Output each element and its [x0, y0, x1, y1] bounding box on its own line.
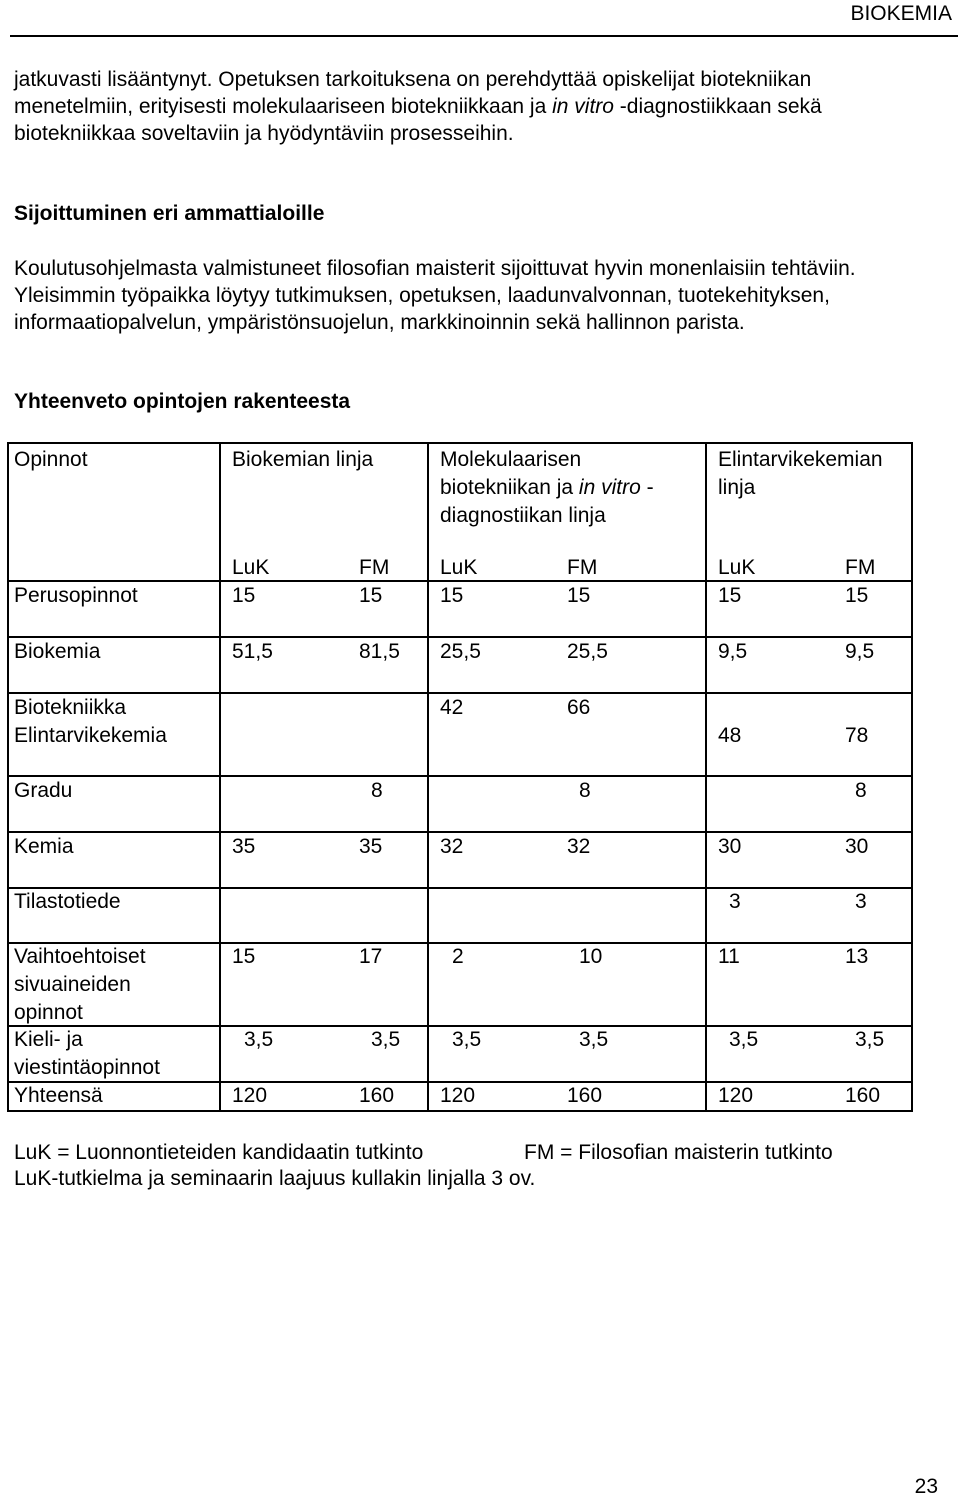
header-biochemistry-line: Biokemian linja: [232, 448, 374, 471]
table-cell: 160: [359, 1084, 395, 1107]
intro-line-2-tail: -diagnostiikkaan sekä: [613, 95, 822, 118]
header-molecular-line: [440, 446, 654, 530]
table-rule: [7, 887, 913, 889]
table-cell: 8: [855, 779, 867, 802]
table-cell: 30: [845, 835, 869, 858]
legend-luk: LuK = Luonnontieteiden kandidaatin tutkinto: [14, 1141, 424, 1164]
table-rule: [7, 775, 913, 777]
row-label-line: viestintäopinnot: [14, 1056, 160, 1079]
subheader-fm: FM: [567, 556, 598, 579]
table-cell: 9,5: [718, 640, 748, 663]
header-opinnot: Opinnot: [14, 448, 88, 471]
table-cell: 120: [232, 1084, 268, 1107]
header-molecular-line-1: Molekulaarisen: [440, 448, 582, 471]
table-cell: 15: [232, 584, 256, 607]
table-cell: 15: [440, 584, 464, 607]
table-cell: 15: [718, 584, 742, 607]
table-cell: 8: [371, 779, 383, 802]
table-cell: 120: [718, 1084, 754, 1107]
row-label: Elintarvikekemia: [14, 724, 167, 747]
subheader-luk: LuK: [232, 556, 270, 579]
header-food-chem-line-1: Elintarvikekemian: [718, 448, 883, 471]
subheader-luk: LuK: [718, 556, 756, 579]
table-cell: 25,5: [567, 640, 608, 663]
section-heading-placement: Sijoittuminen eri ammattialoille: [14, 202, 325, 225]
table-rule: [7, 442, 9, 1112]
table-cell: 3,5: [855, 1028, 885, 1051]
table-cell: 8: [579, 779, 591, 802]
table-cell: 3,5: [452, 1028, 482, 1051]
header-food-chem-line-2: linja: [718, 476, 756, 499]
row-label-line: opinnot: [14, 1001, 83, 1024]
intro-line-3: biotekniikkaa soveltaviin ja hyödyntäviin prosesseihin.: [14, 122, 514, 145]
intro-line-2-italic: in vitro: [552, 95, 614, 118]
table-rule: [427, 442, 429, 1112]
table-cell: 42: [440, 696, 464, 719]
row-label: Kemia: [14, 835, 74, 858]
intro-line-2: [14, 93, 944, 120]
table-cell: 2: [452, 945, 464, 968]
table-cell: 15: [359, 584, 383, 607]
subheader-luk: LuK: [440, 556, 478, 579]
table-cell: 25,5: [440, 640, 481, 663]
intro-line-2-text: menetelmiin, erityisesti molekulaariseen biotekniikkaan ja: [14, 95, 553, 118]
page-number: 23: [914, 1475, 938, 1498]
table-cell: 3,5: [729, 1028, 759, 1051]
table-cell: 9,5: [845, 640, 875, 663]
header-molecular-line-2: [440, 474, 654, 502]
table-cell: 120: [440, 1084, 476, 1107]
row-label-line: Kieli- ja: [14, 1028, 83, 1051]
header-food-chem-line: [718, 446, 883, 502]
table-cell: 81,5: [359, 640, 400, 663]
row-label-line: Vaihtoehtoiset: [14, 945, 146, 968]
header-molecular-line-2-italic: in vitro: [578, 476, 641, 499]
table-rule: [705, 442, 707, 1112]
row-label: [14, 943, 146, 1027]
header-molecular-line-2-text: biotekniikan ja: [440, 476, 579, 499]
table-cell: 15: [232, 945, 256, 968]
row-label-line: sivuaineiden: [14, 973, 131, 996]
row-label: Perusopinnot: [14, 584, 138, 607]
table-cell: 30: [718, 835, 742, 858]
table-cell: 160: [845, 1084, 881, 1107]
table-cell: 3,5: [244, 1028, 274, 1051]
table-cell: 48: [718, 724, 742, 747]
subheader-fm: FM: [359, 556, 390, 579]
table-rule: [7, 442, 913, 444]
row-label-total: Yhteensä: [14, 1084, 103, 1107]
table-cell: 35: [232, 835, 256, 858]
intro-paragraph: [14, 66, 944, 147]
table-cell: 10: [579, 945, 603, 968]
study-structure-table: [7, 442, 913, 1112]
row-label: [14, 1026, 160, 1082]
table-cell: 51,5: [232, 640, 273, 663]
row-label: Biotekniikka: [14, 696, 127, 719]
table-cell: 13: [845, 945, 869, 968]
intro-line-1: jatkuvasti lisääntynyt. Opetuksen tarkoituksena on perehdyttää opiskelijat biotekniikan: [14, 68, 812, 91]
table-cell: 32: [440, 835, 464, 858]
placement-line-2: Yleisimmin työpaikka löytyy tutkimuksen, opetuksen, laadunvalvonnan, tuotekehityksen,: [14, 284, 830, 307]
table-rule: [219, 442, 221, 1112]
row-label: Gradu: [14, 779, 73, 802]
placement-paragraph: [14, 255, 944, 336]
table-cell: 3: [855, 890, 867, 913]
placement-line-1: Koulutusohjelmasta valmistuneet filosofian maisterit sijoittuvat hyvin monenlaisiin tehtäviin.: [14, 257, 856, 280]
table-cell: 15: [845, 584, 869, 607]
table-rule: [911, 442, 913, 1112]
table-cell: 32: [567, 835, 591, 858]
legend-note: LuK-tutkielma ja seminaarin laajuus kullakin linjalla 3 ov.: [14, 1167, 536, 1190]
table-cell: 15: [567, 584, 591, 607]
table-cell: 3: [729, 890, 741, 913]
table-cell: 17: [359, 945, 383, 968]
placement-line-3: informaatiopalvelun, ympäristönsuojelun, markkinoinnin sekä hallinnon parista.: [14, 311, 745, 334]
table-cell: 35: [359, 835, 383, 858]
row-label: Biokemia: [14, 640, 101, 663]
table-cell: 66: [567, 696, 591, 719]
header-molecular-line-3: diagnostiikan linja: [440, 504, 606, 527]
running-header: BIOKEMIA: [850, 2, 952, 25]
table-cell: 11: [718, 945, 740, 968]
header-rule: [10, 35, 958, 37]
table-cell: 3,5: [579, 1028, 609, 1051]
subheader-fm: FM: [845, 556, 876, 579]
table-rule: [7, 1110, 913, 1112]
section-heading-summary: Yhteenveto opintojen rakenteesta: [14, 390, 351, 413]
header-molecular-line-2-tail: -: [640, 476, 654, 499]
row-label: Tilastotiede: [14, 890, 121, 913]
table-cell: 3,5: [371, 1028, 401, 1051]
legend-fm: FM = Filosofian maisterin tutkinto: [524, 1141, 833, 1164]
table-cell: 160: [567, 1084, 603, 1107]
table-cell: 78: [845, 724, 869, 747]
